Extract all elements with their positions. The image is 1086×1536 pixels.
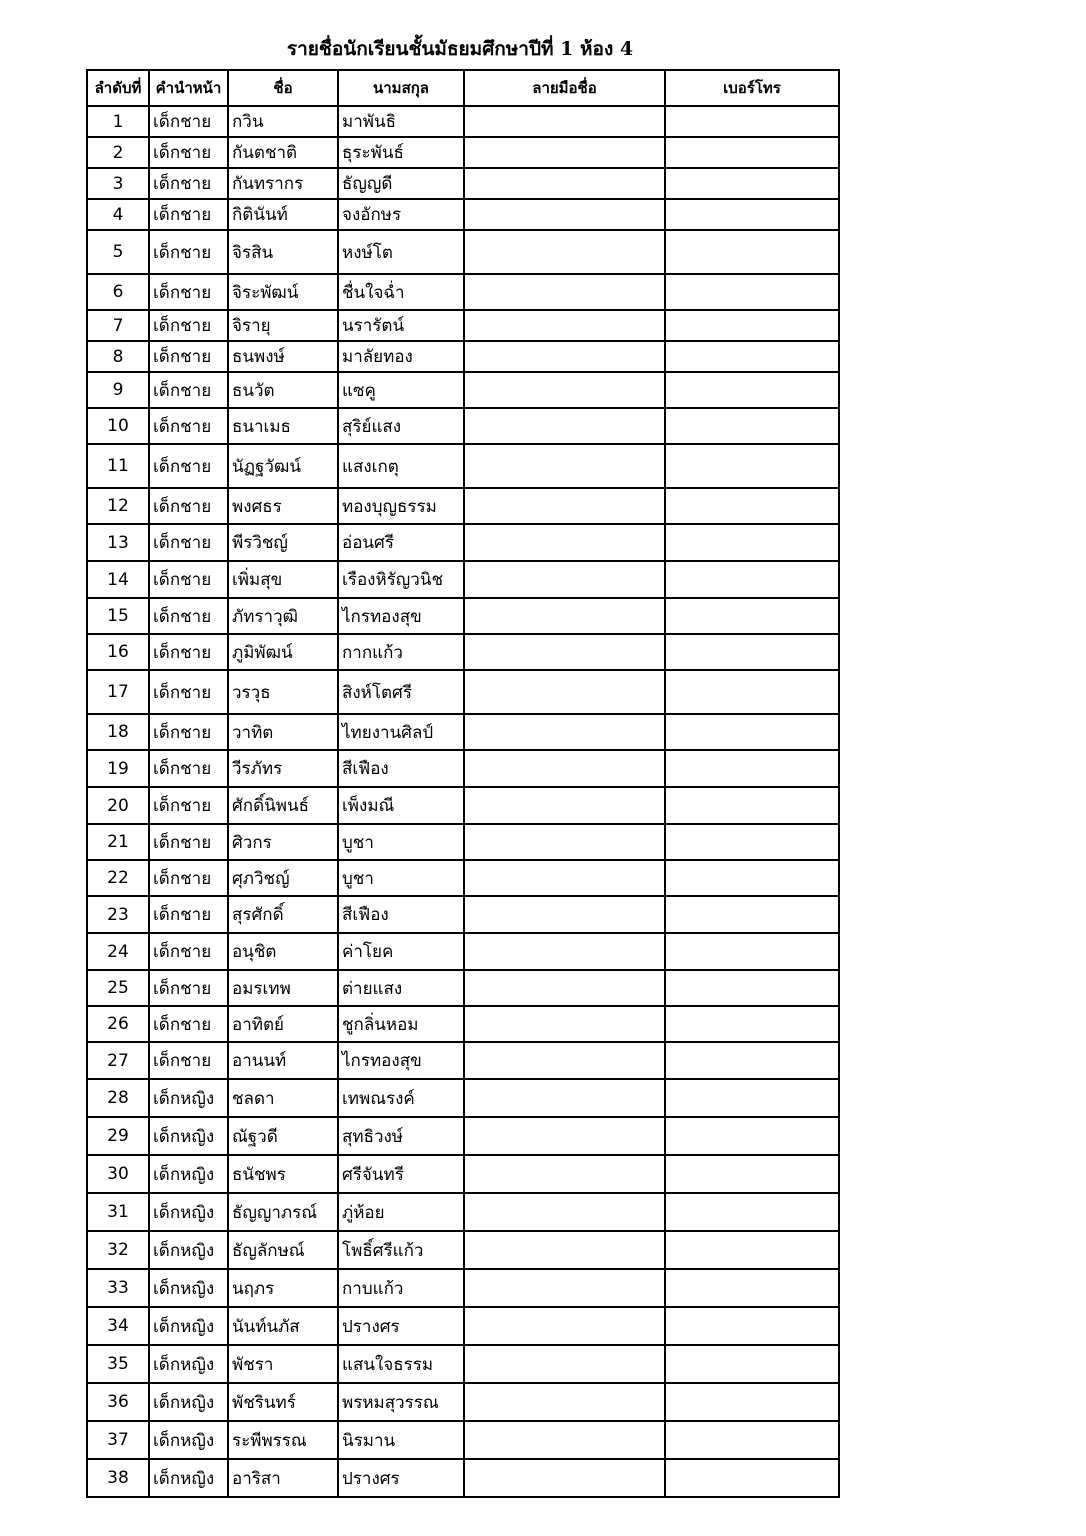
row-phone-cell bbox=[665, 787, 839, 824]
row-first-name: นันท์นภัส bbox=[228, 1307, 338, 1345]
row-last-name: กากแก้ว bbox=[338, 634, 464, 670]
row-signature-cell bbox=[464, 634, 665, 670]
table-row bbox=[87, 1269, 839, 1307]
row-phone-cell bbox=[665, 896, 839, 933]
row-prefix: เด็กชาย bbox=[149, 310, 228, 341]
student-roster-table bbox=[86, 69, 840, 1498]
row-signature-cell bbox=[464, 137, 665, 168]
row-prefix: เด็กชาย bbox=[149, 670, 228, 714]
row-last-name: นิรมาน bbox=[338, 1421, 464, 1459]
row-signature-cell bbox=[464, 168, 665, 199]
row-signature-cell bbox=[464, 896, 665, 933]
row-signature-cell bbox=[464, 933, 665, 970]
row-first-name: อานนท์ bbox=[228, 1042, 338, 1079]
row-number: 10 bbox=[87, 408, 149, 444]
row-prefix: เด็กชาย bbox=[149, 1042, 228, 1079]
row-first-name: อาริสา bbox=[228, 1459, 338, 1497]
row-prefix: เด็กชาย bbox=[149, 230, 228, 274]
row-prefix: เด็กชาย bbox=[149, 524, 228, 561]
row-signature-cell bbox=[464, 970, 665, 1006]
row-phone-cell bbox=[665, 750, 839, 787]
row-phone-cell bbox=[665, 1269, 839, 1307]
header-last-name: นามสกุล bbox=[338, 70, 464, 106]
row-number: 21 bbox=[87, 824, 149, 860]
row-number: 36 bbox=[87, 1383, 149, 1421]
table-row bbox=[87, 1042, 839, 1079]
row-first-name: วีรภัทร bbox=[228, 750, 338, 787]
row-first-name: เพิ่มสุข bbox=[228, 561, 338, 598]
row-signature-cell bbox=[464, 787, 665, 824]
row-first-name: ธนวัต bbox=[228, 372, 338, 408]
row-first-name: อนุชิต bbox=[228, 933, 338, 970]
row-first-name: ศักดิ์นิพนธ์ bbox=[228, 787, 338, 824]
row-phone-cell bbox=[665, 1307, 839, 1345]
row-signature-cell bbox=[464, 860, 665, 896]
row-last-name: เพ็งมณี bbox=[338, 787, 464, 824]
row-signature-cell bbox=[464, 1042, 665, 1079]
row-first-name: ภัทราวุฒิ bbox=[228, 598, 338, 634]
row-prefix: เด็กหญิง bbox=[149, 1079, 228, 1117]
row-prefix: เด็กหญิง bbox=[149, 1459, 228, 1497]
row-phone-cell bbox=[665, 1155, 839, 1193]
row-phone-cell bbox=[665, 199, 839, 230]
row-last-name: ไทยงานศิลป์ bbox=[338, 714, 464, 750]
row-last-name: ศรีจันทรี bbox=[338, 1155, 464, 1193]
row-phone-cell bbox=[665, 137, 839, 168]
row-last-name: สุทธิวงษ์ bbox=[338, 1117, 464, 1155]
row-phone-cell bbox=[665, 1345, 839, 1383]
row-prefix: เด็กชาย bbox=[149, 714, 228, 750]
table-row bbox=[87, 670, 839, 714]
row-prefix: เด็กชาย bbox=[149, 634, 228, 670]
table-row bbox=[87, 970, 839, 1006]
row-signature-cell bbox=[464, 1117, 665, 1155]
table-row bbox=[87, 1383, 839, 1421]
row-first-name: ธนัชพร bbox=[228, 1155, 338, 1193]
row-phone-cell bbox=[665, 488, 839, 524]
row-phone-cell bbox=[665, 1383, 839, 1421]
row-number: 19 bbox=[87, 750, 149, 787]
row-last-name: ต่ายแสง bbox=[338, 970, 464, 1006]
row-first-name: จิรสิน bbox=[228, 230, 338, 274]
row-signature-cell bbox=[464, 824, 665, 860]
row-last-name: ปรางศร bbox=[338, 1307, 464, 1345]
page-title: รายชื่อนักเรียนชั้นมัธยมศึกษาปีที่ 1 ห้อง 4 bbox=[286, 38, 634, 60]
row-prefix: เด็กชาย bbox=[149, 787, 228, 824]
row-number: 22 bbox=[87, 860, 149, 896]
row-phone-cell bbox=[665, 341, 839, 372]
row-prefix: เด็กชาย bbox=[149, 598, 228, 634]
row-first-name: จิรายุ bbox=[228, 310, 338, 341]
row-prefix: เด็กชาย bbox=[149, 408, 228, 444]
row-signature-cell bbox=[464, 444, 665, 488]
table-row bbox=[87, 787, 839, 824]
table-row bbox=[87, 933, 839, 970]
table-row bbox=[87, 230, 839, 274]
row-number: 7 bbox=[87, 310, 149, 341]
table-row bbox=[87, 274, 839, 310]
row-signature-cell bbox=[464, 274, 665, 310]
row-number: 8 bbox=[87, 341, 149, 372]
row-number: 3 bbox=[87, 168, 149, 199]
table-row bbox=[87, 750, 839, 787]
row-first-name: กวิน bbox=[228, 106, 338, 137]
row-signature-cell bbox=[464, 408, 665, 444]
row-last-name: ภู่ห้อย bbox=[338, 1193, 464, 1231]
row-phone-cell bbox=[665, 524, 839, 561]
row-prefix: เด็กหญิง bbox=[149, 1383, 228, 1421]
row-signature-cell bbox=[464, 341, 665, 372]
table-row bbox=[87, 1006, 839, 1042]
row-prefix: เด็กหญิง bbox=[149, 1155, 228, 1193]
row-first-name: จิระพัฒน์ bbox=[228, 274, 338, 310]
row-signature-cell bbox=[464, 1383, 665, 1421]
row-number: 23 bbox=[87, 896, 149, 933]
row-prefix: เด็กชาย bbox=[149, 970, 228, 1006]
row-number: 26 bbox=[87, 1006, 149, 1042]
row-phone-cell bbox=[665, 860, 839, 896]
table-row bbox=[87, 199, 839, 230]
row-phone-cell bbox=[665, 106, 839, 137]
row-number: 18 bbox=[87, 714, 149, 750]
row-number: 14 bbox=[87, 561, 149, 598]
row-phone-cell bbox=[665, 230, 839, 274]
row-phone-cell bbox=[665, 444, 839, 488]
row-phone-cell bbox=[665, 372, 839, 408]
row-signature-cell bbox=[464, 1006, 665, 1042]
row-last-name: ชื่นใจฉ่ำ bbox=[338, 274, 464, 310]
row-signature-cell bbox=[464, 524, 665, 561]
table-row bbox=[87, 561, 839, 598]
row-number: 32 bbox=[87, 1231, 149, 1269]
row-first-name: ธัญญาภรณ์ bbox=[228, 1193, 338, 1231]
table-row bbox=[87, 896, 839, 933]
row-phone-cell bbox=[665, 933, 839, 970]
table-row bbox=[87, 168, 839, 199]
table-row bbox=[87, 341, 839, 372]
table-row bbox=[87, 444, 839, 488]
row-prefix: เด็กชาย bbox=[149, 488, 228, 524]
row-first-name: อมรเทพ bbox=[228, 970, 338, 1006]
row-prefix: เด็กหญิง bbox=[149, 1269, 228, 1307]
row-phone-cell bbox=[665, 561, 839, 598]
row-number: 6 bbox=[87, 274, 149, 310]
row-last-name: แสงเกตุ bbox=[338, 444, 464, 488]
row-prefix: เด็กชาย bbox=[149, 199, 228, 230]
row-number: 12 bbox=[87, 488, 149, 524]
table-row bbox=[87, 488, 839, 524]
table-row bbox=[87, 372, 839, 408]
row-prefix: เด็กชาย bbox=[149, 896, 228, 933]
row-phone-cell bbox=[665, 1079, 839, 1117]
row-first-name: พัชรินทร์ bbox=[228, 1383, 338, 1421]
row-prefix: เด็กชาย bbox=[149, 106, 228, 137]
table-row bbox=[87, 1307, 839, 1345]
row-prefix: เด็กหญิง bbox=[149, 1117, 228, 1155]
row-number: 37 bbox=[87, 1421, 149, 1459]
row-first-name: ศิวกร bbox=[228, 824, 338, 860]
row-prefix: เด็กชาย bbox=[149, 168, 228, 199]
row-prefix: เด็กชาย bbox=[149, 444, 228, 488]
table-row bbox=[87, 408, 839, 444]
row-number: 15 bbox=[87, 598, 149, 634]
row-last-name: พรหมสุวรรณ bbox=[338, 1383, 464, 1421]
row-last-name: ปรางศร bbox=[338, 1459, 464, 1497]
header-order: ลำดับที่ bbox=[87, 70, 149, 106]
row-last-name: สีเฟือง bbox=[338, 896, 464, 933]
row-last-name: สุริย์แสง bbox=[338, 408, 464, 444]
row-phone-cell bbox=[665, 408, 839, 444]
row-signature-cell bbox=[464, 199, 665, 230]
header-signature: ลายมือชื่อ bbox=[464, 70, 665, 106]
row-prefix: เด็กชาย bbox=[149, 824, 228, 860]
row-phone-cell bbox=[665, 1459, 839, 1497]
row-number: 28 bbox=[87, 1079, 149, 1117]
table-row bbox=[87, 1155, 839, 1193]
row-phone-cell bbox=[665, 1006, 839, 1042]
row-first-name: ธนพงษ์ bbox=[228, 341, 338, 372]
row-number: 33 bbox=[87, 1269, 149, 1307]
row-first-name: พงศธร bbox=[228, 488, 338, 524]
row-first-name: พัชรา bbox=[228, 1345, 338, 1383]
row-number: 17 bbox=[87, 670, 149, 714]
row-last-name: บูชา bbox=[338, 824, 464, 860]
row-last-name: นรารัตน์ bbox=[338, 310, 464, 341]
row-first-name: ชลดา bbox=[228, 1079, 338, 1117]
row-last-name: ธัญญดี bbox=[338, 168, 464, 199]
row-signature-cell bbox=[464, 750, 665, 787]
row-number: 1 bbox=[87, 106, 149, 137]
row-prefix: เด็กชาย bbox=[149, 372, 228, 408]
row-first-name: ธนาเมธ bbox=[228, 408, 338, 444]
row-signature-cell bbox=[464, 372, 665, 408]
row-signature-cell bbox=[464, 670, 665, 714]
row-number: 34 bbox=[87, 1307, 149, 1345]
row-last-name: กาบแก้ว bbox=[338, 1269, 464, 1307]
row-last-name: ค่าโยค bbox=[338, 933, 464, 970]
table-row bbox=[87, 1193, 839, 1231]
row-first-name: นฤภร bbox=[228, 1269, 338, 1307]
row-phone-cell bbox=[665, 1042, 839, 1079]
table-row bbox=[87, 824, 839, 860]
row-last-name: แสนใจธรรม bbox=[338, 1345, 464, 1383]
table-row bbox=[87, 634, 839, 670]
table-row bbox=[87, 1231, 839, 1269]
table-row bbox=[87, 137, 839, 168]
row-phone-cell bbox=[665, 1421, 839, 1459]
row-number: 30 bbox=[87, 1155, 149, 1193]
row-last-name: ไกรทองสุข bbox=[338, 598, 464, 634]
row-signature-cell bbox=[464, 1421, 665, 1459]
row-first-name: วาทิต bbox=[228, 714, 338, 750]
table-row bbox=[87, 310, 839, 341]
row-first-name: กันตชาติ bbox=[228, 137, 338, 168]
row-last-name: โพธิ์ศรีแก้ว bbox=[338, 1231, 464, 1269]
row-number: 2 bbox=[87, 137, 149, 168]
row-prefix: เด็กหญิง bbox=[149, 1345, 228, 1383]
row-signature-cell bbox=[464, 488, 665, 524]
table-header-row bbox=[87, 70, 839, 106]
row-prefix: เด็กหญิง bbox=[149, 1307, 228, 1345]
row-last-name: มาพันธิ bbox=[338, 106, 464, 137]
row-signature-cell bbox=[464, 230, 665, 274]
row-first-name: ธัญลักษณ์ bbox=[228, 1231, 338, 1269]
table-row bbox=[87, 1345, 839, 1383]
row-first-name: วรวุธ bbox=[228, 670, 338, 714]
row-last-name: มาลัยทอง bbox=[338, 341, 464, 372]
row-first-name: อาทิตย์ bbox=[228, 1006, 338, 1042]
row-prefix: เด็กชาย bbox=[149, 933, 228, 970]
row-number: 9 bbox=[87, 372, 149, 408]
row-signature-cell bbox=[464, 1459, 665, 1497]
row-phone-cell bbox=[665, 824, 839, 860]
row-prefix: เด็กชาย bbox=[149, 1006, 228, 1042]
row-number: 16 bbox=[87, 634, 149, 670]
row-last-name: บูชา bbox=[338, 860, 464, 896]
row-first-name: สุรศักดิ์ bbox=[228, 896, 338, 933]
row-phone-cell bbox=[665, 634, 839, 670]
row-last-name: เรืองหิรัญวนิช bbox=[338, 561, 464, 598]
row-first-name: กิตินันท์ bbox=[228, 199, 338, 230]
row-signature-cell bbox=[464, 310, 665, 341]
row-first-name: กันทรากร bbox=[228, 168, 338, 199]
row-last-name: ธุระพันธ์ bbox=[338, 137, 464, 168]
row-phone-cell bbox=[665, 670, 839, 714]
row-last-name: ชูกลิ่นหอม bbox=[338, 1006, 464, 1042]
row-first-name: ณัฐวดี bbox=[228, 1117, 338, 1155]
row-last-name: สิงห์โตศรี bbox=[338, 670, 464, 714]
row-signature-cell bbox=[464, 1231, 665, 1269]
table-row bbox=[87, 1459, 839, 1497]
row-signature-cell bbox=[464, 1155, 665, 1193]
row-number: 27 bbox=[87, 1042, 149, 1079]
row-phone-cell bbox=[665, 970, 839, 1006]
row-signature-cell bbox=[464, 1193, 665, 1231]
row-phone-cell bbox=[665, 598, 839, 634]
row-last-name: อ่อนศรี bbox=[338, 524, 464, 561]
row-number: 5 bbox=[87, 230, 149, 274]
row-number: 24 bbox=[87, 933, 149, 970]
table-row bbox=[87, 860, 839, 896]
row-last-name: แซคู bbox=[338, 372, 464, 408]
row-prefix: เด็กชาย bbox=[149, 137, 228, 168]
row-first-name: ภูมิพัฒน์ bbox=[228, 634, 338, 670]
row-first-name: นัฏฐวัฒน์ bbox=[228, 444, 338, 488]
row-last-name: ทองบุญธรรม bbox=[338, 488, 464, 524]
table-row bbox=[87, 714, 839, 750]
row-signature-cell bbox=[464, 714, 665, 750]
row-number: 20 bbox=[87, 787, 149, 824]
roster-body bbox=[87, 106, 839, 1497]
row-prefix: เด็กหญิง bbox=[149, 1193, 228, 1231]
row-last-name: จงอักษร bbox=[338, 199, 464, 230]
row-phone-cell bbox=[665, 714, 839, 750]
row-last-name: สีเฟือง bbox=[338, 750, 464, 787]
header-phone: เบอร์โทร bbox=[665, 70, 839, 106]
row-phone-cell bbox=[665, 1117, 839, 1155]
row-number: 31 bbox=[87, 1193, 149, 1231]
row-prefix: เด็กหญิง bbox=[149, 1421, 228, 1459]
table-row bbox=[87, 1117, 839, 1155]
table-row bbox=[87, 1421, 839, 1459]
row-signature-cell bbox=[464, 106, 665, 137]
row-number: 38 bbox=[87, 1459, 149, 1497]
row-signature-cell bbox=[464, 561, 665, 598]
table-row bbox=[87, 106, 839, 137]
row-phone-cell bbox=[665, 1193, 839, 1231]
row-last-name: หงษ์โต bbox=[338, 230, 464, 274]
row-signature-cell bbox=[464, 1079, 665, 1117]
row-first-name: ระพีพรรณ bbox=[228, 1421, 338, 1459]
row-signature-cell bbox=[464, 1269, 665, 1307]
row-phone-cell bbox=[665, 1231, 839, 1269]
row-signature-cell bbox=[464, 598, 665, 634]
row-number: 25 bbox=[87, 970, 149, 1006]
row-signature-cell bbox=[464, 1345, 665, 1383]
header-first-name: ชื่อ bbox=[228, 70, 338, 106]
row-number: 13 bbox=[87, 524, 149, 561]
row-prefix: เด็กชาย bbox=[149, 341, 228, 372]
row-phone-cell bbox=[665, 274, 839, 310]
row-signature-cell bbox=[464, 1307, 665, 1345]
row-prefix: เด็กชาย bbox=[149, 561, 228, 598]
row-number: 29 bbox=[87, 1117, 149, 1155]
row-phone-cell bbox=[665, 168, 839, 199]
row-number: 11 bbox=[87, 444, 149, 488]
row-prefix: เด็กชาย bbox=[149, 274, 228, 310]
row-last-name: เทพณรงค์ bbox=[338, 1079, 464, 1117]
table-row bbox=[87, 524, 839, 561]
header-prefix: คำนำหน้า bbox=[149, 70, 228, 106]
row-prefix: เด็กชาย bbox=[149, 860, 228, 896]
row-phone-cell bbox=[665, 310, 839, 341]
row-first-name: พีรวิชญ์ bbox=[228, 524, 338, 561]
row-number: 35 bbox=[87, 1345, 149, 1383]
row-number: 4 bbox=[87, 199, 149, 230]
row-first-name: ศุภวิชญ์ bbox=[228, 860, 338, 896]
table-row bbox=[87, 598, 839, 634]
row-last-name: ไกรทองสุข bbox=[338, 1042, 464, 1079]
row-prefix: เด็กหญิง bbox=[149, 1231, 228, 1269]
row-prefix: เด็กชาย bbox=[149, 750, 228, 787]
table-row bbox=[87, 1079, 839, 1117]
